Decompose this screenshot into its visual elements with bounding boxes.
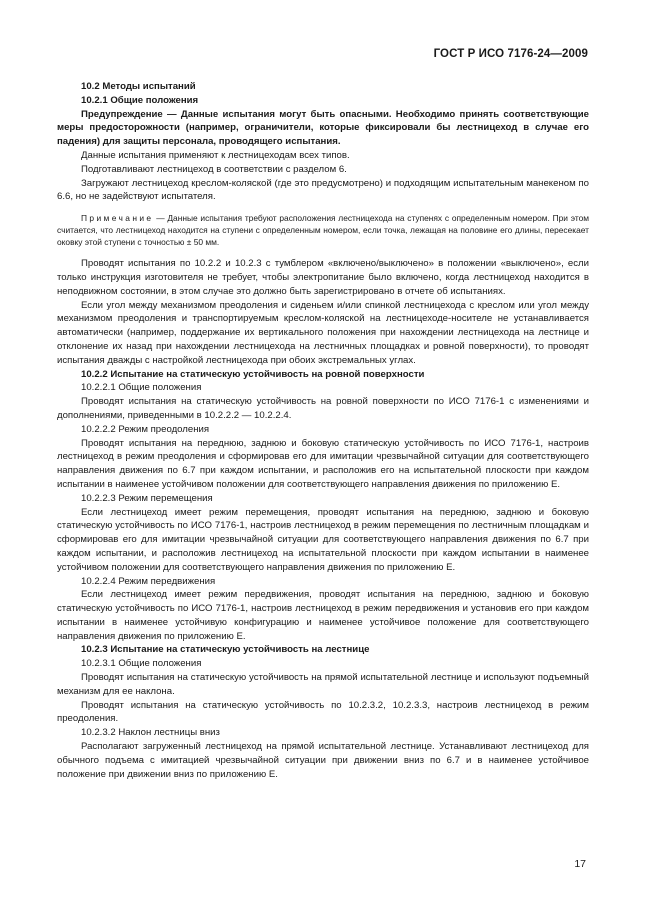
subsection-heading: 10.2.3 Испытание на статическую устойчивость на лестнице — [81, 644, 370, 656]
subsection-heading: 10.2.2 Испытание на статическую устойчивость на ровной поверхности — [81, 368, 425, 380]
body-paragraph: Загружают лестницеход креслом-коляской (где это предусмотрено) и подходящим испытательным манекеном по 6.6, но не задействуют испытателя. — [57, 177, 589, 203]
body-paragraph: Проводят испытания на переднюю, заднюю и боковую статическую устойчивость по ИСО 7176-1, настроив лестницеход в режим преодоления и сформировав его для имитации чрезвычайной ситуации для соответствующего направления движения по 6.7 при каждом испытании, и расположив его на испытательной плоскости при каждом испытании в наименее устойчивом положении для соответствующего направления движения по приложению Е. — [57, 437, 589, 490]
body-paragraph: Если лестницеход имеет режим передвижения, проводят испытания на переднюю, заднюю и боковую статическую устойчивость по ИСО 7176-1, настроив лестницеход в режим передвижения и установив его при каждом испытании в наименее устойчивую конфигурацию и наименее устойчивое положение для соответствующего направления движения по приложению Е. — [57, 589, 589, 642]
clause-heading: 10.2.3.1 Общие положения — [81, 658, 202, 670]
page-number: 17 — [574, 858, 586, 870]
note-text: — Данные испытания требуют расположения лестницехода на ступенях с определенным номером. При этом считается, что лестницеход находится на ступени с определенным номером, если точка, лежащая на половине его длины, пересекает оковку этой ступени с точностью ± 50 мм. — [57, 213, 589, 248]
clause-heading: 10.2.2.4 Режим передвижения — [81, 575, 216, 587]
document-body — [57, 80, 589, 781]
body-paragraph: Располагают загруженный лестницеход на прямой испытательной лестнице. Устанавливают лестницеход для обычного подъема с имитацией чрезвычайной ситуации при движении вниз по 6.7 и в наименее устойчивое положение при движении вниз по приложению Е. — [57, 741, 589, 780]
note-paragraph — [57, 212, 589, 248]
body-paragraph: Если лестницеход имеет режим перемещения, проводят испытания на переднюю, заднюю и боковую статическую устойчивость по ИСО 7176-1, настроив лестницеход в режим перемещения по лестничным площадкам и сформировав его для имитации чрезвычайной ситуации для соответствующего направления движения по 6.7 при каждом испытании, и расположив лестницеход на испытательной плоскости при каждом испытании в наименее устойчивом положении для соответствующего направления движения по приложению Е. — [57, 506, 589, 573]
body-paragraph: Проводят испытания по 10.2.2 и 10.2.3 с тумблером «включено/выключено» в положении «выключено», если только инструкция изготовителя не требует, чтобы электропитание было включено, когда лестницеход находится в неподвижном состоянии, в этом случае это должно быть зарегистрировано в отчете об испытаниях. — [57, 258, 589, 297]
body-paragraph: Если угол между механизмом преодоления и сиденьем и/или спинкой лестницехода с креслом или угол между механизмом преодоления и транспортируемым креслом-коляской на лестницеходе-носителе не устанавливается автоматически (например, поддержание их вертикального положения при нахождении лестницехода на лестнице и отклонение их назад при нахождении лестницехода на лестничных площадках и ровной поверхности), то проводят испытания дважды с настройкой лестницехода при обоих экстремальных углах. — [57, 299, 589, 366]
body-paragraph: Проводят испытания на статическую устойчивость на прямой испытательной лестнице и используют подъемный механизм для ее наклона. — [57, 672, 589, 697]
body-paragraph: Подготавливают лестницеход в соответствии с разделом 6. — [81, 163, 347, 175]
note-label: Примечание — [81, 213, 154, 224]
document-header: ГОСТ Р ИСО 7176-24—2009 — [433, 48, 588, 60]
subsection-heading: 10.2.1 Общие положения — [81, 94, 199, 106]
clause-heading: 10.2.2.2 Режим преодоления — [81, 423, 210, 435]
warning-paragraph: Предупреждение — Данные испытания могут быть опасными. Необходимо принять соответствующие меры предосторожности (например, ограничители, которые фиксировали бы лестницеход в случае его падения) для защиты персонала, проводящего испытания. — [57, 108, 589, 148]
clause-heading: 10.2.2.3 Режим перемещения — [81, 492, 213, 504]
section-heading: 10.2 Методы испытаний — [81, 81, 196, 92]
clause-heading: 10.2.2.1 Общие положения — [81, 382, 202, 394]
clause-heading: 10.2.3.2 Наклон лестницы вниз — [81, 727, 220, 739]
body-paragraph: Данные испытания применяют к лестницеходам всех типов. — [81, 149, 350, 161]
body-paragraph: Проводят испытания на статическую устойчивость на ровной поверхности по ИСО 7176-1 с изменениями и дополнениями, приведенными в 10.2.2.2 — 10.2.2.4. — [57, 396, 589, 421]
body-paragraph: Проводят испытания на статическую устойчивость по 10.2.3.2, 10.2.3.3, настроив лестницеход в режим преодоления. — [57, 699, 589, 725]
